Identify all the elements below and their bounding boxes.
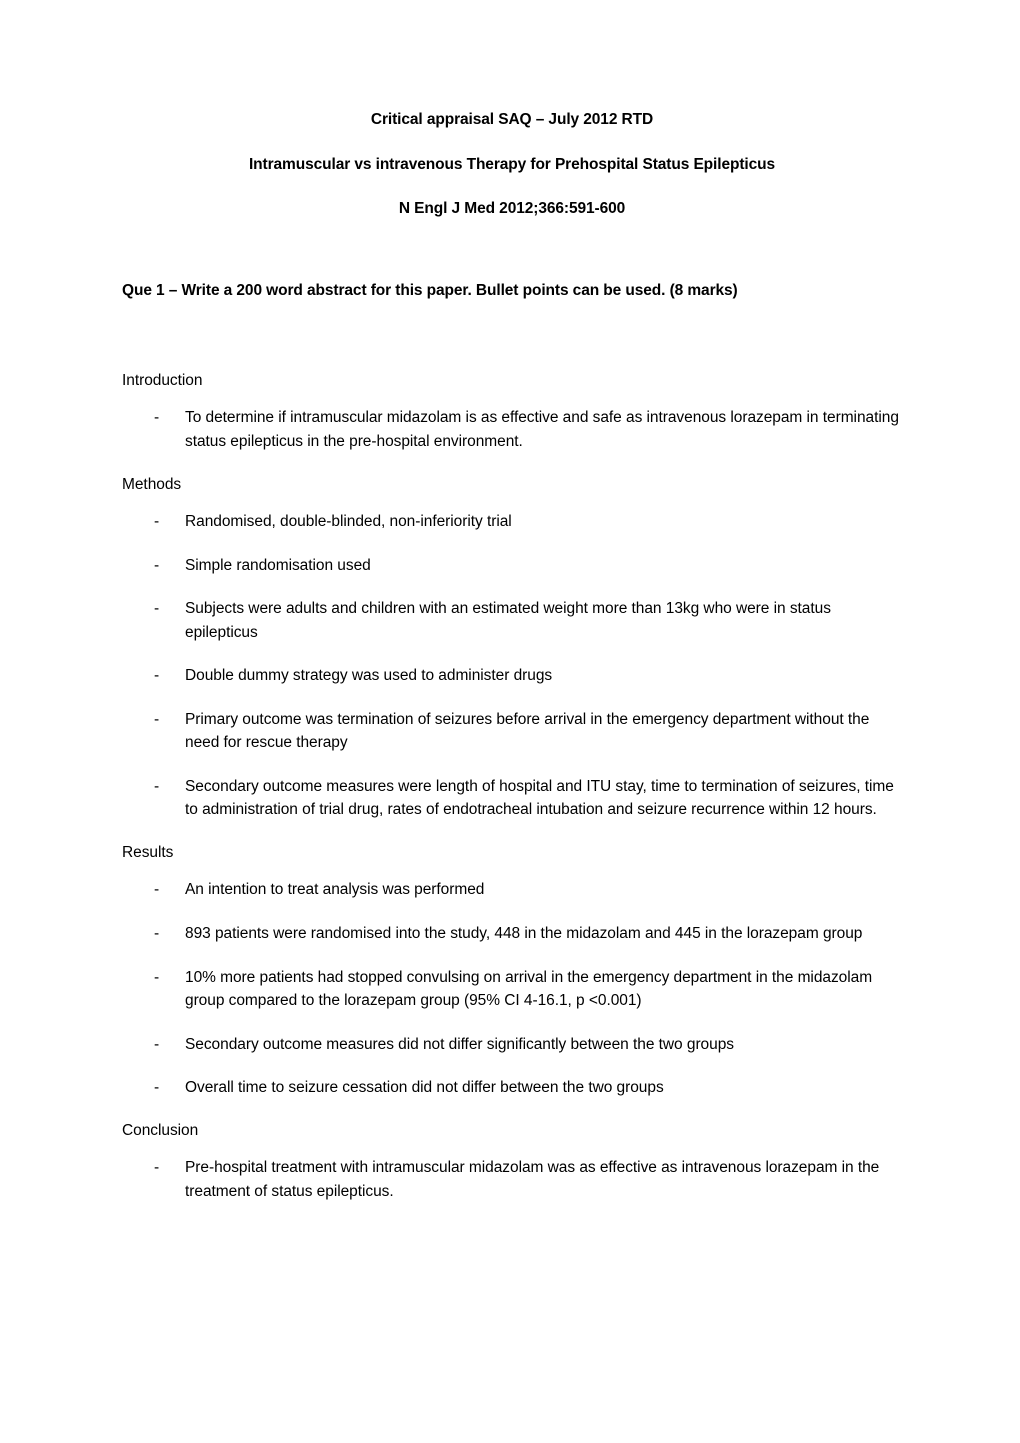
section-results [122, 842, 902, 1100]
bullet-text: 10% more patients had stopped convulsing on arrival in the emergency department in the midazolam group compared to the lorazepam group (95% CI 4-16.1, p <0.001) [185, 968, 873, 1010]
bullet-dash-icon: - [154, 881, 160, 899]
bullet-text: 893 patients were randomised into the study, 448 in the midazolam and 445 in the lorazepam group [185, 924, 863, 942]
bullet-item [122, 597, 902, 644]
bullet-text: Secondary outcome measures were length of hospital and ITU stay, time to termination of seizures, time to administration of trial drug, rates of endotracheal intubation and seizure recurrence within 12 hours. [185, 777, 894, 819]
section-introduction [122, 370, 902, 454]
title-block [122, 0, 902, 217]
question-heading: Que 1 – Write a 200 word abstract for this paper. Bullet points can be used. (8 marks) [122, 281, 738, 299]
bullet-text: Primary outcome was termination of seizures before arrival in the emergency department without the need for rescue therapy [185, 710, 870, 752]
bullet-text: Pre-hospital treatment with intramuscular midazolam was as effective as intravenous lorazepam in the treatment of status epilepticus. [185, 1159, 880, 1200]
document-title-line-2: Intramuscular vs intravenous Therapy for Prehospital Status Epilepticus [248, 155, 776, 173]
bullet-item [122, 878, 902, 902]
bullet-item [122, 664, 902, 688]
bullet-text: An intention to treat analysis was performed [185, 881, 485, 899]
bullet-dash-icon: - [154, 1035, 160, 1053]
bullet-dash-icon: - [154, 1159, 160, 1177]
bullet-dash-icon: - [154, 924, 160, 942]
bullet-text: To determine if intramuscular midazolam is as effective and safe as intravenous lorazepam in terminating status epilepticus in the pre-hospital environment. [185, 409, 899, 451]
document-title-line-1: Critical appraisal SAQ – July 2012 RTD [370, 111, 654, 128]
section-heading: Methods [122, 475, 182, 493]
bullet-text: Subjects were adults and children with an estimated weight more than 13kg who were in status epilepticus [185, 600, 831, 641]
bullet-item [122, 554, 902, 578]
bullet-item [122, 708, 902, 755]
bullet-dash-icon: - [154, 968, 160, 986]
bullet-text: Double dummy strategy was used to administer drugs [185, 667, 553, 685]
bullet-item [122, 1076, 902, 1100]
bullet-dash-icon: - [154, 710, 160, 728]
bullet-dash-icon: - [154, 777, 160, 795]
section-heading: Results [122, 843, 174, 861]
section-spacer [122, 454, 902, 474]
document-content [122, 0, 902, 1203]
section-heading: Introduction [122, 372, 203, 389]
bullet-dash-icon: - [154, 1079, 160, 1097]
bullet-item [122, 922, 902, 946]
bullet-list [122, 878, 902, 1099]
section-conclusion [122, 1120, 902, 1204]
document-title-line-3: N Engl J Med 2012;366:591-600 [398, 200, 626, 217]
section-spacer [122, 1100, 902, 1120]
bullet-item [122, 775, 902, 822]
bullet-item [122, 510, 902, 534]
bullet-text: Secondary outcome measures did not differ significantly between the two groups [185, 1035, 734, 1053]
bullet-list [122, 510, 902, 822]
bullet-item [122, 1033, 902, 1057]
bullet-dash-icon: - [154, 513, 160, 531]
bullet-text: Simple randomisation used [185, 556, 371, 574]
bullet-item [122, 966, 902, 1013]
bullet-text: Randomised, double-blinded, non-inferiority trial [185, 513, 512, 531]
bullet-dash-icon: - [154, 556, 160, 574]
bullet-item [122, 406, 902, 453]
bullet-dash-icon: - [154, 667, 160, 685]
bullet-text: Overall time to seizure cessation did not differ between the two groups [185, 1079, 664, 1097]
section-heading: Conclusion [122, 1121, 199, 1139]
bullet-item [122, 1156, 902, 1203]
abstract-sections [122, 370, 902, 1203]
bullet-dash-icon: - [154, 600, 160, 618]
bullet-list [122, 1156, 902, 1203]
section-spacer [122, 822, 902, 842]
section-methods [122, 474, 902, 822]
bullet-list [122, 406, 902, 453]
bullet-dash-icon: - [154, 409, 160, 427]
